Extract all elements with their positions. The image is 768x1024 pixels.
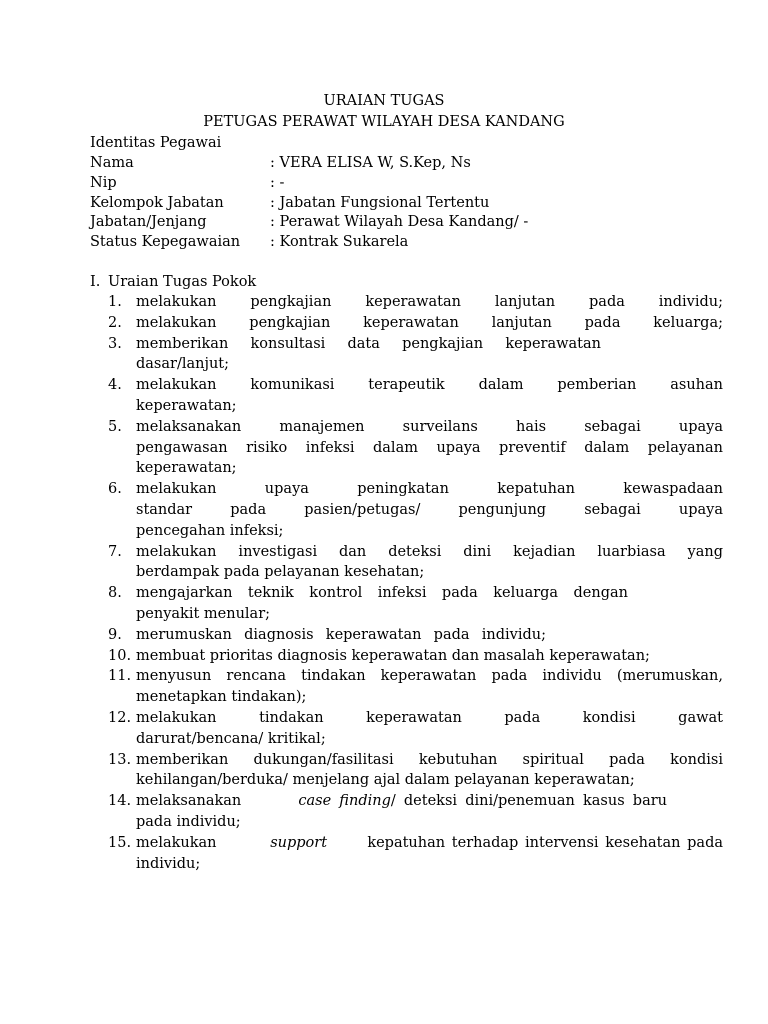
field-label: Status Kepegawaian — [90, 234, 241, 250]
identity-row-jabatan — [90, 214, 690, 235]
list-item: 10. membuat prioritas diagnosis keperawatan dan masalah keperawatan; — [108, 647, 650, 664]
field-label: Nama — [90, 155, 134, 171]
identity-row-status — [90, 234, 690, 255]
list-item: 13. memberikan dukungan/fasilitasi kebutuhan spiritual pada kondisi kehilangan/berduka/ menjelang ajal dalam pelayanan keperawatan; — [108, 751, 723, 789]
identity-row-nip — [90, 175, 690, 196]
document-subtitle: PETUGAS PERAWAT WILAYAH DESA KANDANG — [203, 114, 565, 130]
emphasis-text: support — [270, 834, 328, 851]
field-value: : - — [270, 175, 285, 191]
field-value: : VERA ELISA W, S.Kep, Ns — [270, 155, 471, 171]
field-value: : Kontrak Sukarela — [270, 234, 409, 250]
list-item: 14. melaksanakan case finding/ deteksi dini/penemuan kasus baru pada individu; — [108, 793, 667, 830]
list-item: 3. memberikan konsultasi data pengkajian keperawatan dasar/lanjut; — [108, 335, 601, 373]
list-item: 8. mengajarkan teknik kontrol infeksi pada keluarga dengan penyakit menular; — [108, 585, 628, 622]
list-item: 1. melakukan pengkajian keperawatan lanjutan pada individu; — [108, 294, 723, 310]
field-label: Nip — [90, 175, 117, 191]
identity-row-kelompok — [90, 195, 690, 216]
task-list — [90, 292, 723, 874]
identity-row-nama — [90, 155, 690, 176]
field-value: : Perawat Wilayah Desa Kandang/ - — [270, 214, 529, 230]
emphasis-text: case finding — [298, 793, 391, 810]
field-label: Kelompok Jabatan — [90, 195, 224, 211]
field-label: Jabatan/Jenjang — [90, 214, 207, 230]
list-item: 7. melakukan investigasi dan deteksi dini kejadian luarbiasa yang berdampak pada pelayanan kesehatan; — [108, 543, 723, 581]
list-item: 6. melakukan upaya peningkatan kepatuhan kewaspadaan standar pada pasien/petugas/ pengunjung sebagai upaya pencegahan infeksi; — [108, 481, 723, 539]
document-title: URAIAN TUGAS — [323, 93, 445, 109]
list-item: 15. melakukan support kepatuhan terhadap intervensi kesehatan pada individu; — [108, 834, 724, 872]
list-item: 5. melaksanakan manajemen surveilans hais sebagai upaya pengawasan risiko infeksi dalam upaya preventif dalam pelayanan keperawatan; — [108, 418, 723, 477]
list-item: 11. menyusun rencana tindakan keperawatan pada individu (merumuskan, menetapkan tindakan); — [108, 668, 723, 706]
list-item: 12. melakukan tindakan keperawatan pada kondisi gawat darurat/bencana/ kritikal; — [108, 709, 723, 747]
identity-heading: Identitas Pegawai — [90, 135, 222, 151]
list-item: 2. melakukan pengkajian keperawatan lanjutan pada keluarga; — [108, 314, 723, 331]
field-value: : Jabatan Fungsional Tertentu — [270, 195, 490, 211]
list-item: 4. melakukan komunikasi terapeutik dalam pemberian asuhan keperawatan; — [108, 377, 723, 414]
list-item: 9. merumuskan diagnosis keperawatan pada individu; — [108, 626, 546, 643]
section-heading: I. Uraian Tugas Pokok — [90, 274, 257, 290]
